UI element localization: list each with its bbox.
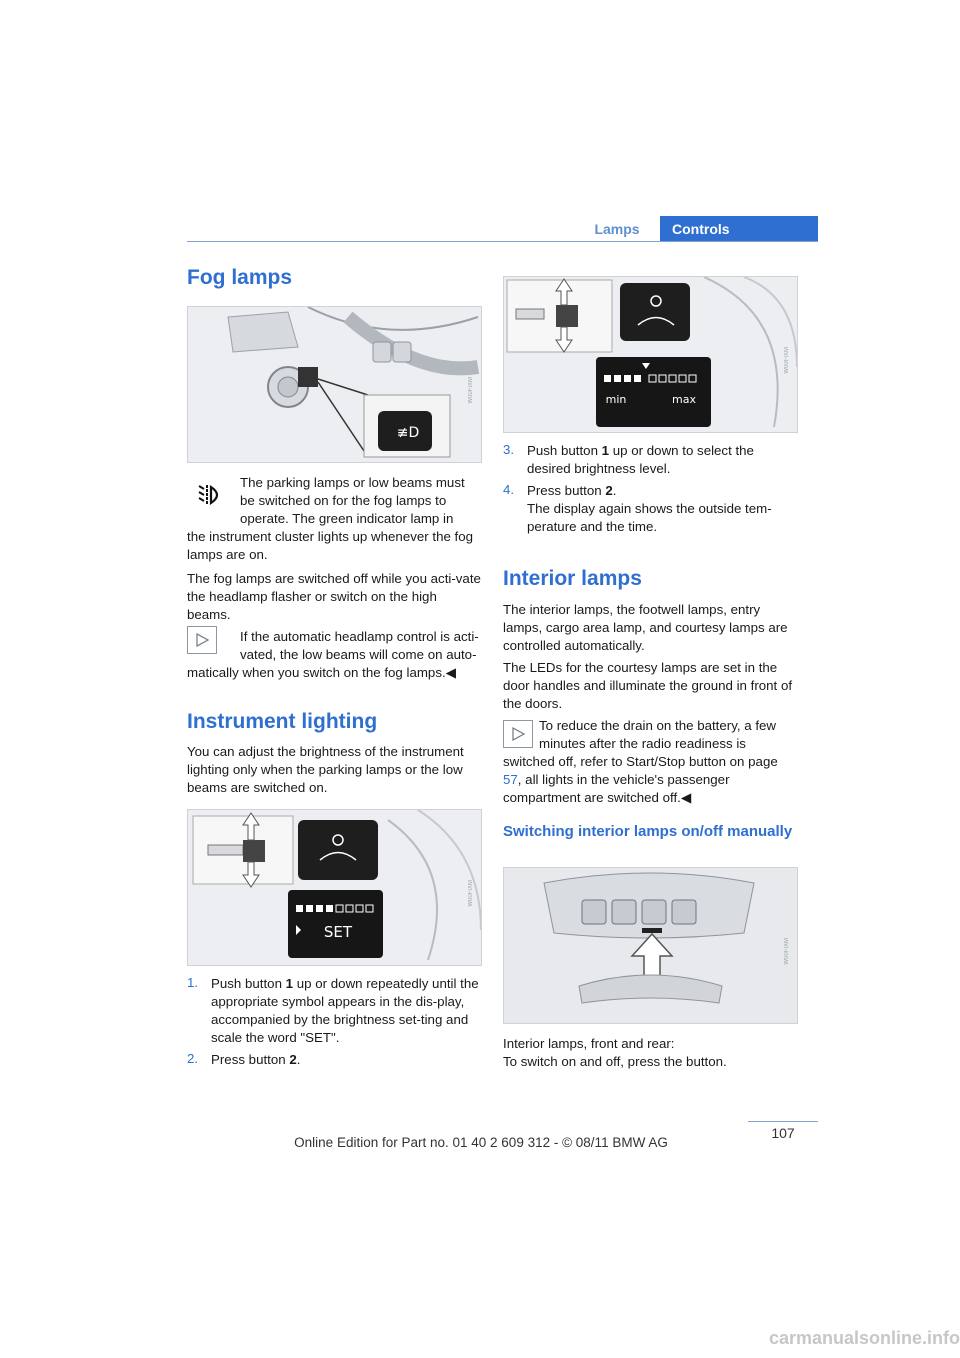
fog-switch-off-text: The fog lamps are switched off while you acti-vate the headlamp flasher or switch on the high beams. — [187, 571, 481, 622]
fog-text-indent-2: be switched on for the fog lamps to — [240, 493, 447, 508]
interior-lamps-figure — [503, 867, 798, 1024]
interior-lamps-heading: Interior lamps — [503, 567, 642, 590]
svg-text:≢D: ≢D — [396, 425, 420, 441]
instrument-lighting-heading: Instrument lighting — [187, 710, 378, 733]
list-item — [187, 975, 482, 1051]
note-icon — [503, 720, 533, 748]
fog-text-rest: the instrument cluster lights up whenever the fog lamps are on. — [187, 529, 474, 562]
step-text: Press button 2. The display again shows the outside tem-perature and the time. — [527, 483, 772, 534]
overhead-console-illustration — [504, 868, 797, 1023]
fog-figure-code: W00FIXM — [468, 377, 474, 404]
display-min-label: min — [605, 393, 627, 406]
step-number: 4. — [503, 482, 515, 497]
list-item — [187, 1051, 482, 1071]
instrument-lighting-figure — [187, 809, 482, 966]
fog-lamps-figure — [187, 306, 482, 463]
brightness-steps-list — [503, 442, 798, 542]
fog-text-indent-3: operate. The green indicator lamp in — [240, 511, 454, 526]
step-number: 3. — [503, 442, 515, 457]
interior-caption-1: Interior lamps, front and rear: — [503, 1036, 675, 1051]
edition-notice: Online Edition for Part no. 01 40 2 609 312 - © 08/11 BMW AG — [294, 1135, 668, 1150]
list-item — [503, 482, 798, 542]
fog-note-1: If the automatic headlamp control is acti- — [240, 629, 479, 644]
fog-note-rest: matically when you switch on the fog lamps.◀ — [187, 665, 456, 680]
watermark: carmanualsonline.info — [768, 1328, 960, 1348]
footer-rule — [748, 1121, 818, 1122]
display-set-label: SET — [323, 923, 353, 941]
interior-figure-code: W00FIXM — [784, 938, 790, 965]
dashboard-switch-illustration — [188, 307, 481, 462]
note-triangle-icon — [188, 627, 216, 653]
brightness-display-illustration — [504, 277, 797, 432]
fog-lamps-heading: Fog lamps — [187, 266, 293, 289]
note-icon — [187, 626, 217, 654]
instrument-control-illustration — [188, 810, 481, 965]
instrument-intro: You can adjust the brightness of the instrument lighting only when the parking lamps or the low beams are switched on. — [187, 744, 464, 795]
fog-lamp-symbol-icon — [193, 483, 229, 507]
instrument-figure-code: W00FIXM — [468, 880, 474, 907]
step-number: 1. — [187, 975, 199, 990]
display-max-label: max — [672, 393, 696, 406]
page-link-57[interactable]: 57 — [503, 772, 518, 787]
interior-note-2: minutes after the radio readiness is — [539, 736, 746, 751]
switching-subheading: Switching interior lamps on/off manually — [503, 823, 793, 840]
interior-caption-2: To switch on and off, press the button. — [503, 1054, 727, 1069]
instrument-steps-list — [187, 975, 482, 1071]
fog-note-2: vated, the low beams will come on auto- — [240, 647, 477, 662]
interior-p2: The LEDs for the courtesy lamps are set in the door handles and illuminate the ground in front of the doors. — [503, 660, 793, 711]
brightness-figure-code: W00FIXM — [784, 347, 790, 374]
step-number: 2. — [187, 1051, 199, 1066]
step-text: Push button 1 up or down to select the desired brightness level. — [527, 443, 754, 476]
list-item — [503, 442, 798, 482]
interior-note-rest: switched off, refer to Start/Stop button on page 57, all lights in the vehicle's passenger compartment are switched off.◀ — [503, 754, 778, 805]
header-section-label: Lamps — [594, 221, 640, 237]
interior-note-1: To reduce the drain on the battery, a few — [539, 718, 777, 733]
brightness-figure — [503, 276, 798, 433]
header-rule — [187, 241, 818, 242]
fog-text-indent-1: The parking lamps or low beams must — [240, 475, 465, 490]
header-chapter-tab: Controls — [660, 216, 818, 242]
page-number: 107 — [771, 1125, 795, 1141]
note-triangle-icon — [504, 721, 532, 747]
step-text: Push button 1 up or down repeatedly until the appropriate symbol appears in the dis-play, accompanied by the brightness set-ting and scale the word "SET". — [211, 976, 479, 1045]
interior-p1: The interior lamps, the footwell lamps, entry lamps, cargo area lamp, and courtesy lamps are controlled automatically. — [503, 602, 788, 653]
step-text: Press button 2. — [211, 1052, 301, 1067]
